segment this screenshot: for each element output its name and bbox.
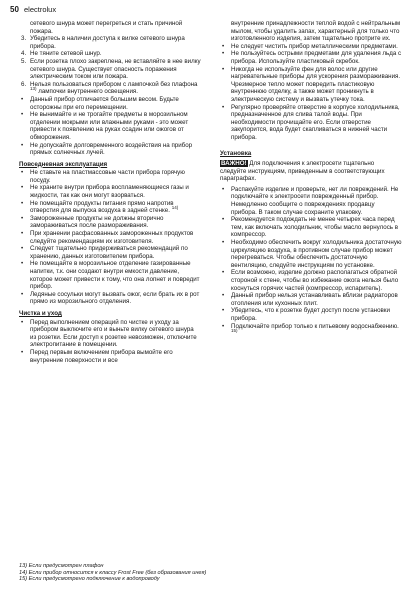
item-text: Не тяните сетевой шнур. — [30, 50, 102, 58]
bullet-item: • Не помещайте в морозильное отделение газированные напитки, т.к. они создают внутри емкости давление, которое может привести к тому, что она лопнет и повредит прибор. — [21, 260, 200, 291]
bullet-item: • Никогда не используйте фен для волос или другие нагревательные приборы для ускорения размораживания. Чрезмерное тепло может повредить пластиковую внутреннюю отделку, а также может проникнуть в электрическую систему и вызвать утечку тока. — [222, 65, 401, 103]
item-text: Не вынимайте и не трогайте предметы в морозильном отделении мокрыми или влажными руками - это может привести к появлению на руках ссадин или ожогов от обморожения. — [30, 111, 189, 141]
bullet-item: • Не пользуйтесь острыми предметами для удаления льда с прибора. Используйте пластиковый скребок. — [222, 50, 402, 65]
bullet-item: • Перед выполнением операций по чистке и уходу за прибором выключите его и выньте вилку сетевого шнура из розетки. Если доступ к розетке невозможен, отключите электропитание в помещении. — [21, 318, 197, 349]
item-text: Не допускайте долговременного воздействия на прибор прямых солнечных лучей. — [30, 141, 193, 157]
section-heading-care: Чистка и уход — [19, 309, 62, 317]
bullet-item: • Подключайте прибор только к питьевому водоснабжению. $^{15)}$ — [222, 322, 399, 334]
right-column — [220, 20, 402, 338]
item-text: Данный прибор нельзя устанавливать вблизи радиаторов отопления или кухонных плит. — [231, 292, 398, 307]
footnotes — [19, 563, 409, 583]
numbered-item — [19, 58, 201, 81]
item-number: 3. — [21, 35, 27, 43]
item-text: Следует тщательно придерживаться рекомендаций по хранению, данных изготовителем прибора. — [30, 245, 188, 260]
footnote-ref: 15) — [231, 328, 238, 334]
bullet-item: • Распакуйте изделие и проверьте, нет ли повреждений. Не подключайте к электросети поврежденный прибор. Немедленно сообщите о повреждениях продавцу прибора. В таком случае сохраните упаковку. — [222, 185, 399, 216]
item-text: Если розетка плохо закреплена, не вставляйте в нее вилку сетевого шнура. Существует опасность поражения электрическим током или пожара. — [30, 57, 201, 81]
item-text: Распакуйте изделие и проверьте, нет ли повреждений. Не подключайте к электросети поврежденный прибор. Немедленно сообщите о повреждениях продавцу прибора. В таком случае сохраните упаковку. — [231, 185, 399, 216]
item-text: Убедитесь в наличии доступа к вилке сетевого шнура прибора. — [30, 35, 185, 50]
item-text: лампочки внутреннего освещения. — [38, 88, 138, 96]
section-heading-install: Установка — [220, 149, 252, 157]
bullet-item: • Необходимо обеспечить вокруг холодильника достаточную циркуляцию воздуха, в противном случае прибор может перегреваться. Чтобы обеспечить достаточную вентиляцию, следуйте инструкциям по установке. — [222, 239, 402, 269]
important-note — [220, 160, 402, 183]
bullet-item: • Следует тщательно придерживаться рекомендаций по хранению, данных изготовителем прибора. — [21, 245, 188, 260]
bullet-item: • Не следует чистить прибор металлическими предметами. — [222, 42, 398, 50]
item-text: Рекомендуется подождать не менее четырех часа перед тем, как включать холодильник, чтобы масло вернулось в компрессор. — [231, 216, 399, 239]
item-text: Замороженные продукты не должны вторично замораживаться после размораживания. — [30, 214, 164, 230]
item-text: Не следует чистить прибор металлическими предметами. — [231, 42, 398, 50]
bullet-item: • Не вынимайте и не трогайте предметы в морозильном отделении мокрыми или влажными руками - это может привести к появлению на руках ссадин или ожогов от обморожения. — [21, 111, 189, 141]
item-text: Регулярно проверяйте отверстие в корпусе холодильника, предназначенное для слива талой воды. При необходимости прочищайте его. Если отверстие закупорится, вода будет скапливаться в нижней части прибора. — [231, 103, 400, 141]
item-number: 6. — [21, 80, 27, 88]
item-text: Никогда не используйте фен для волос или другие нагревательные приборы для ускорения размораживания. Чрезмерное тепло может повредить пластиковую внутреннюю отделку, а также может проникнуть в электрическую систему и вызвать утечку тока. — [231, 65, 401, 103]
page-header — [10, 5, 56, 14]
bullet-item: • Убедитесь, что к розетке будет доступ после установки прибора. — [222, 307, 390, 322]
bullet-item: • Ледяные сосульки могут вызвать ожог, если брать их в рот прямо из морозильного отделения. — [21, 290, 200, 306]
bullet-item: • Не допускайте долговременного воздействия на прибор прямых солнечных лучей. — [21, 141, 193, 157]
item-text: Не помещайте продукты питания прямо напротив отверстия для выпуска воздуха в задней стенке. — [30, 199, 174, 215]
item-text: Перед выполнением операций по чистке и уходу за прибором выключите его и выньте вилку сетевого шнура из розетки. Если доступ к розетке невозможен, отключите электропитание в помещении. — [30, 318, 197, 349]
item-text: Не помещайте в морозильное отделение газированные напитки, т.к. они создают внутри емкости давление, которое может привести к тому, что она лопнет и повредит прибор. — [30, 260, 200, 291]
paragraph: сетевого шнура может перегреться и стать причиной пожара. — [30, 20, 183, 35]
page-number: 50 — [10, 5, 19, 14]
bullet-item: • Данный прибор отличается большим весом. Будьте осторожны при его перемещении. — [21, 95, 179, 111]
bullet-item: • Данный прибор нельзя устанавливать вблизи радиаторов отопления или кухонных плит. — [222, 292, 398, 307]
footnote-ref: 14) — [171, 205, 179, 211]
section-heading-daily: Повседневная эксплуатация — [19, 160, 108, 168]
item-text: Нельзя пользоваться прибором с лампочкой без плафона — [30, 80, 198, 88]
item-text: Перед первым включением прибора вымойте его внутренние поверхности и все — [30, 348, 173, 364]
bullet-item: • Не ставьте на пластмассовые части прибора горячую посуду. — [21, 169, 185, 184]
item-text: Подключайте прибор только к питьевому водоснабжению. — [231, 322, 399, 330]
bullet-item: • Рекомендуется подождать не менее четырех часа перед тем, как включать холодильник, чтобы масло вернулось в компрессор. — [222, 216, 399, 239]
item-number: 5. — [21, 57, 27, 65]
footnote-ref: 13) — [30, 86, 37, 92]
bullet-item: • Замороженные продукты не должны вторично замораживаться после размораживания. — [21, 214, 164, 230]
item-number: 4. — [21, 50, 27, 58]
footnote: 14) Если прибор относится к классу Frost Free (без образования инея) — [19, 569, 207, 576]
brand-name: electrolux — [24, 5, 57, 14]
numbered-item — [19, 35, 201, 50]
bullet-item: • Если возможно, изделие должно располагаться обратной стороной к стене, чтобы во избежание ожога нельзя было коснуться горячих частей (компрессор, испаритель). — [222, 269, 399, 292]
left-column — [19, 20, 201, 364]
item-text: При хранении расфасованных замороженных продуктов следуйте рекомендациям их изготовителя. — [30, 230, 194, 245]
bullet-item: • Не помещайте продукты питания прямо напротив отверстия для выпуска воздуха в задней стенке. $^{14)}$ — [21, 199, 179, 215]
footnote: 15) Если предусмотрено подключение к водопроводу — [19, 576, 160, 583]
important-label: ВАЖНО! — [221, 160, 247, 168]
bullet-item: • При хранении расфасованных замороженных продуктов следуйте рекомендациям их изготовителя. — [21, 230, 194, 245]
item-text: Ледяные сосульки могут вызвать ожог, если брать их в рот прямо из морозильного отделения. — [30, 290, 200, 306]
bullet-item: • Не храните внутри прибора воспламеняющиеся газы и жидкости, так как они могут взорваться. — [21, 184, 189, 200]
important-text: Для подключения к электросети тщательно следуйте инструкциям, приведенным в соответствующих параграфах. — [220, 160, 385, 183]
item-text: Не ставьте на пластмассовые части прибора горячую посуду. — [30, 169, 185, 184]
item-text: Не пользуйтесь острыми предметами для удаления льда с прибора. Используйте пластиковый скребок. — [231, 50, 402, 65]
item-text: Не храните внутри прибора воспламеняющиеся газы и жидкости, так как они могут взорваться. — [30, 184, 189, 200]
item-text: Данный прибор отличается большим весом. Будьте осторожны при его перемещении. — [30, 95, 179, 111]
item-text: Необходимо обеспечить вокруг холодильника достаточную циркуляцию воздуха, в противном случае прибор может перегреваться. Чтобы обеспечить достаточную вентиляцию, следуйте инструкциям по установке. — [231, 239, 402, 269]
numbered-item — [19, 81, 201, 96]
bullet-item: • Регулярно проверяйте отверстие в корпусе холодильника, предназначенное для слива талой воды. При необходимости прочищайте его. Если отверстие закупорится, вода будет скапливаться в нижней части прибора. — [222, 103, 400, 141]
numbered-item — [19, 50, 201, 58]
item-text: Убедитесь, что к розетке будет доступ после установки прибора. — [231, 307, 390, 322]
footnote: 13) Если предусмотрен плафон — [19, 563, 104, 569]
paragraph: внутренние принадлежности теплой водой с нейтральным мылом, чтобы удалить запах, характерный для только что изготовленного изделия, затем тщательно протрите их. — [231, 20, 401, 43]
bullet-item: • Перед первым включением прибора вымойте его внутренние поверхности и все — [21, 348, 173, 364]
item-text: Если возможно, изделие должно располагаться обратной стороной к стене, чтобы во избежание ожога нельзя было коснуться горячих частей (компрессор, испаритель). — [231, 269, 399, 292]
